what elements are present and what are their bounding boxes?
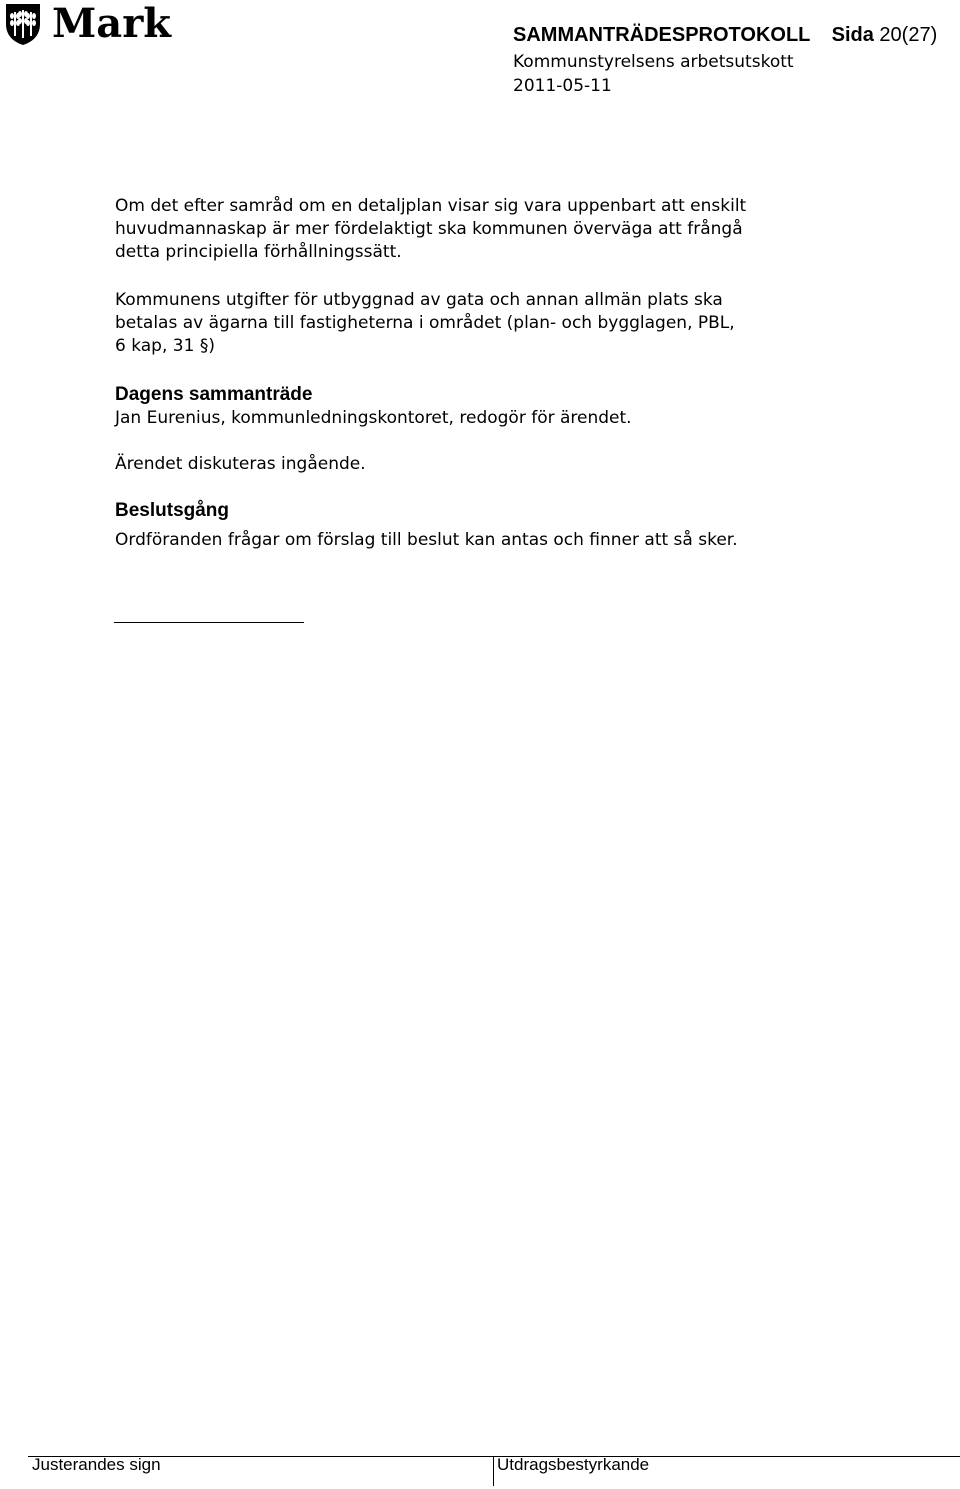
page-label: Sida bbox=[831, 24, 874, 46]
document-title bbox=[513, 24, 937, 47]
logo-text: Mark bbox=[52, 0, 171, 47]
meeting-date: 2011-05-11 bbox=[513, 76, 612, 96]
footer-separator bbox=[493, 1456, 494, 1486]
paragraph-3: Jan Eurenius, kommunledningskontoret, redogör för ärendet. bbox=[115, 408, 632, 428]
page-indicator bbox=[832, 24, 938, 46]
coat-of-arms-icon bbox=[4, 2, 42, 46]
footer-signature-label: Justerandes sign bbox=[32, 1455, 161, 1474]
paragraph-2-line-2: betalas av ägarna till fastigheterna i området (plan- och bygglagen, PBL, bbox=[115, 313, 735, 333]
paragraph-1-line-3: detta principiella förhållningssätt. bbox=[115, 242, 402, 262]
paragraph-2 bbox=[115, 289, 915, 358]
heading-meeting: Dagens sammanträde bbox=[115, 384, 313, 405]
paragraph-1-line-2: huvudmannaskap är mer fördelaktigt ska kommunen överväga att frångå bbox=[115, 219, 743, 239]
heading-decision: Beslutsgång bbox=[115, 500, 230, 521]
paragraph-2-line-1: Kommunens utgifter för utbyggnad av gata och annan allmän plats ska bbox=[115, 290, 723, 310]
paragraph-2-line-3: 6 kap, 31 §) bbox=[115, 336, 215, 356]
paragraph-1-line-1: Om det efter samråd om en detaljplan visar sig vara uppenbart att enskilt bbox=[115, 196, 747, 216]
section-divider bbox=[114, 622, 304, 623]
page-number: 20(27) bbox=[879, 24, 938, 46]
paragraph-5: Ordföranden frågar om förslag till beslut kan antas och finner att så sker. bbox=[115, 530, 738, 550]
municipality-logo bbox=[4, 2, 171, 46]
protocol-title: SAMMANTRÄDESPROTOKOLL bbox=[513, 24, 811, 46]
footer-certification-label: Utdragsbestyrkande bbox=[497, 1455, 650, 1474]
paragraph-1 bbox=[115, 195, 915, 264]
committee-name: Kommunstyrelsens arbetsutskott bbox=[513, 52, 794, 72]
paragraph-4: Ärendet diskuteras ingående. bbox=[115, 454, 366, 474]
footer-rule bbox=[28, 1456, 960, 1457]
